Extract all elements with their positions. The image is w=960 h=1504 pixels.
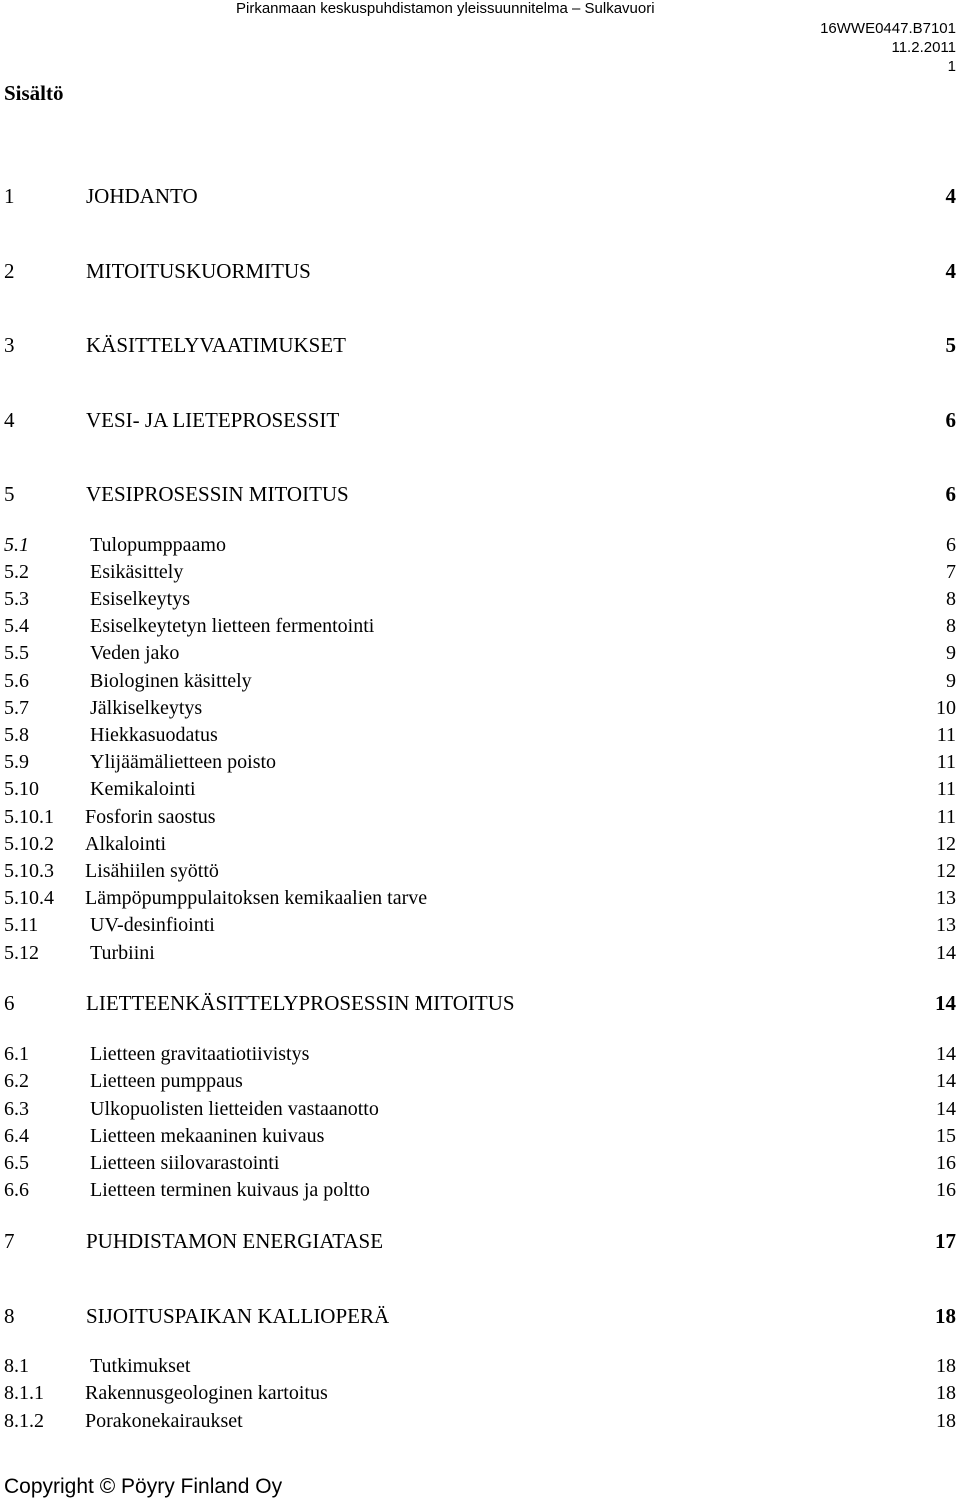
toc-entry[interactable] — [0, 1177, 960, 1204]
toc-label: Esiselkeytetyn lietteen fermentointi — [90, 615, 375, 637]
toc-page: 11 — [936, 806, 956, 828]
toc-label: Tutkimukset — [90, 1355, 191, 1377]
toc-page: 8 — [946, 615, 956, 637]
toc-entry[interactable] — [0, 1353, 960, 1380]
toc-number: 6.2 — [4, 1070, 29, 1092]
toc-label: Alkalointi — [85, 833, 167, 855]
toc-label: Rakennusgeologinen kartoitus — [85, 1382, 328, 1404]
toc-entry[interactable] — [0, 940, 960, 967]
toc-page: 18 — [935, 1304, 956, 1328]
toc-entry[interactable] — [0, 1380, 960, 1407]
toc-label: Lisähiilen syöttö — [85, 860, 219, 882]
toc-label: Turbiini — [90, 942, 155, 964]
toc-number: 5.2 — [4, 561, 29, 583]
toc-label: Lietteen terminen kuivaus ja poltto — [90, 1179, 370, 1201]
toc-number: 5.8 — [4, 724, 29, 746]
toc-number: 5.10.4 — [4, 887, 54, 909]
toc-number: 6.3 — [4, 1098, 29, 1120]
toc-number: 5.3 — [4, 588, 29, 610]
toc-entry[interactable] — [0, 1123, 960, 1150]
toc-label: Lietteen pumppaus — [90, 1070, 243, 1092]
toc-entry[interactable] — [0, 1068, 960, 1095]
toc-label: Ylijäämälietteen poisto — [90, 751, 277, 773]
toc-page: 15 — [936, 1125, 956, 1147]
page-title: Sisältö — [4, 81, 64, 105]
toc-number: 6.4 — [4, 1125, 29, 1147]
toc-entry[interactable] — [0, 858, 960, 885]
toc-number: 5.10 — [4, 778, 39, 800]
toc-page: 14 — [936, 1043, 956, 1065]
toc-page: 8 — [946, 588, 956, 610]
toc-number: 5.10.3 — [4, 860, 54, 882]
toc-number: 5.4 — [4, 615, 29, 637]
toc-label: KÄSITTELYVAATIMUKSET — [86, 333, 346, 357]
toc-page: 13 — [936, 887, 956, 909]
toc-number: 8.1 — [4, 1355, 29, 1377]
toc-entry[interactable] — [0, 776, 960, 803]
toc-page: 16 — [936, 1152, 956, 1174]
toc-number: 6.5 — [4, 1152, 29, 1174]
toc-label: Kemikalointi — [90, 778, 196, 800]
toc-number: 1 — [4, 184, 15, 208]
toc-page: 4 — [945, 184, 956, 208]
toc-entry[interactable] — [0, 481, 960, 508]
toc-number: 5.9 — [4, 751, 29, 773]
toc-number: 5.5 — [4, 642, 29, 664]
toc-page: 4 — [945, 259, 956, 283]
toc-entry[interactable] — [0, 1303, 960, 1330]
toc-number: 5.7 — [4, 697, 29, 719]
toc-number: 7 — [4, 1229, 15, 1253]
toc-page: 11 — [936, 751, 956, 773]
toc-label: Jälkiselkeytys — [90, 697, 203, 719]
toc-number: 5.1 — [4, 534, 29, 556]
toc-page: 18 — [936, 1355, 956, 1377]
toc-label: Porakonekairaukset — [85, 1410, 243, 1432]
toc-page: 5 — [945, 333, 956, 357]
toc-page: 6 — [945, 408, 956, 432]
toc-number: 5.11 — [4, 914, 39, 936]
toc-page: 11 — [936, 724, 956, 746]
toc-label: Tulopumppaamo — [90, 534, 226, 556]
toc-number: 5.10.1 — [4, 806, 54, 828]
toc-label: Ulkopuolisten lietteiden vastaanotto — [90, 1098, 379, 1120]
toc-entry[interactable] — [0, 722, 960, 749]
toc-page: 12 — [936, 833, 956, 855]
toc-number: 8.1.2 — [4, 1410, 44, 1432]
toc-entry[interactable] — [0, 1096, 960, 1123]
toc-entry[interactable] — [0, 258, 960, 285]
toc-entry[interactable] — [0, 831, 960, 858]
toc-page: 9 — [946, 670, 956, 692]
page-number: 1 — [947, 58, 956, 75]
toc-page: 10 — [936, 697, 956, 719]
toc-entry[interactable] — [0, 559, 960, 586]
toc-label: Veden jako — [90, 642, 180, 664]
toc-entry[interactable] — [0, 332, 960, 359]
toc-page: 6 — [946, 534, 956, 556]
toc-entry[interactable] — [0, 990, 960, 1017]
toc-label: MITOITUSKUORMITUS — [86, 259, 311, 283]
toc-label: SIJOITUSPAIKAN KALLIOPERÄ — [86, 1304, 390, 1328]
toc-entry[interactable] — [0, 1150, 960, 1177]
document-id: 16WWE0447.B7101 — [820, 20, 956, 37]
toc-number: 5 — [4, 482, 15, 506]
toc-page: 14 — [936, 1098, 956, 1120]
toc-page: 11 — [936, 778, 956, 800]
toc-label: Fosforin saostus — [85, 806, 216, 828]
toc-label: Biologinen käsittely — [90, 670, 252, 692]
toc-number: 8.1.1 — [4, 1382, 44, 1404]
toc-number: 5.10.2 — [4, 833, 54, 855]
toc-page: 18 — [936, 1410, 956, 1432]
toc-entry[interactable] — [0, 668, 960, 695]
toc-entry[interactable] — [0, 749, 960, 776]
toc-number: 6.6 — [4, 1179, 29, 1201]
toc-page: 17 — [935, 1229, 956, 1253]
toc-number: 4 — [4, 408, 15, 432]
document-date: 11.2.2011 — [891, 39, 956, 56]
toc-number: 8 — [4, 1304, 15, 1328]
toc-number: 2 — [4, 259, 15, 283]
copyright-footer: Copyright © Pöyry Finland Oy — [4, 1475, 283, 1498]
toc-page: 16 — [936, 1179, 956, 1201]
toc-entry[interactable] — [0, 1408, 960, 1435]
toc-page: 18 — [936, 1382, 956, 1404]
toc-entry[interactable] — [0, 1041, 960, 1068]
toc-entry[interactable] — [0, 885, 960, 912]
toc-label: Lietteen siilovarastointi — [90, 1152, 280, 1174]
toc-entry[interactable] — [0, 640, 960, 667]
toc-label: LIETTEENKÄSITTELYPROSESSIN MITOITUS — [86, 991, 515, 1015]
toc-page: 14 — [935, 991, 956, 1015]
toc-entry[interactable] — [0, 1228, 960, 1255]
toc-entry[interactable] — [0, 407, 960, 434]
toc-entry[interactable] — [0, 912, 960, 939]
toc-page: 6 — [945, 482, 956, 506]
toc-label: Lietteen gravitaatiotiivistys — [90, 1043, 310, 1065]
toc-label: VESIPROSESSIN MITOITUS — [86, 482, 349, 506]
toc-label: PUHDISTAMON ENERGIATASE — [86, 1229, 384, 1253]
toc-label: Lämpöpumppulaitoksen kemikaalien tarve — [85, 887, 428, 909]
toc-page: 14 — [936, 942, 956, 964]
toc-label: Hiekkasuodatus — [90, 724, 218, 746]
toc-number: 5.6 — [4, 670, 29, 692]
toc-page: 12 — [936, 860, 956, 882]
toc-page: 7 — [946, 561, 956, 583]
document-header-title: Pirkanmaan keskuspuhdistamon yleissuunnitelma – Sulkavuori — [236, 0, 655, 17]
toc-number: 3 — [4, 333, 15, 357]
toc-entry[interactable] — [0, 613, 960, 640]
toc-number: 6.1 — [4, 1043, 29, 1065]
toc-number: 5.12 — [4, 942, 39, 964]
toc-label: Esiselkeytys — [90, 588, 190, 610]
toc-entry[interactable] — [0, 695, 960, 722]
toc-label: Esikäsittely — [90, 561, 184, 583]
toc-page: 9 — [946, 642, 956, 664]
toc-entry[interactable] — [0, 586, 960, 613]
toc-number: 6 — [4, 991, 15, 1015]
toc-entry[interactable] — [0, 183, 960, 210]
toc-page: 13 — [936, 914, 956, 936]
toc-entry[interactable] — [0, 532, 960, 559]
toc-label: Lietteen mekaaninen kuivaus — [90, 1125, 325, 1147]
toc-entry[interactable] — [0, 804, 960, 831]
toc-label: UV-desinfiointi — [90, 914, 215, 936]
toc-label: VESI- JA LIETEPROSESSIT — [86, 408, 340, 432]
toc-label: JOHDANTO — [86, 184, 198, 208]
toc-page: 14 — [936, 1070, 956, 1092]
